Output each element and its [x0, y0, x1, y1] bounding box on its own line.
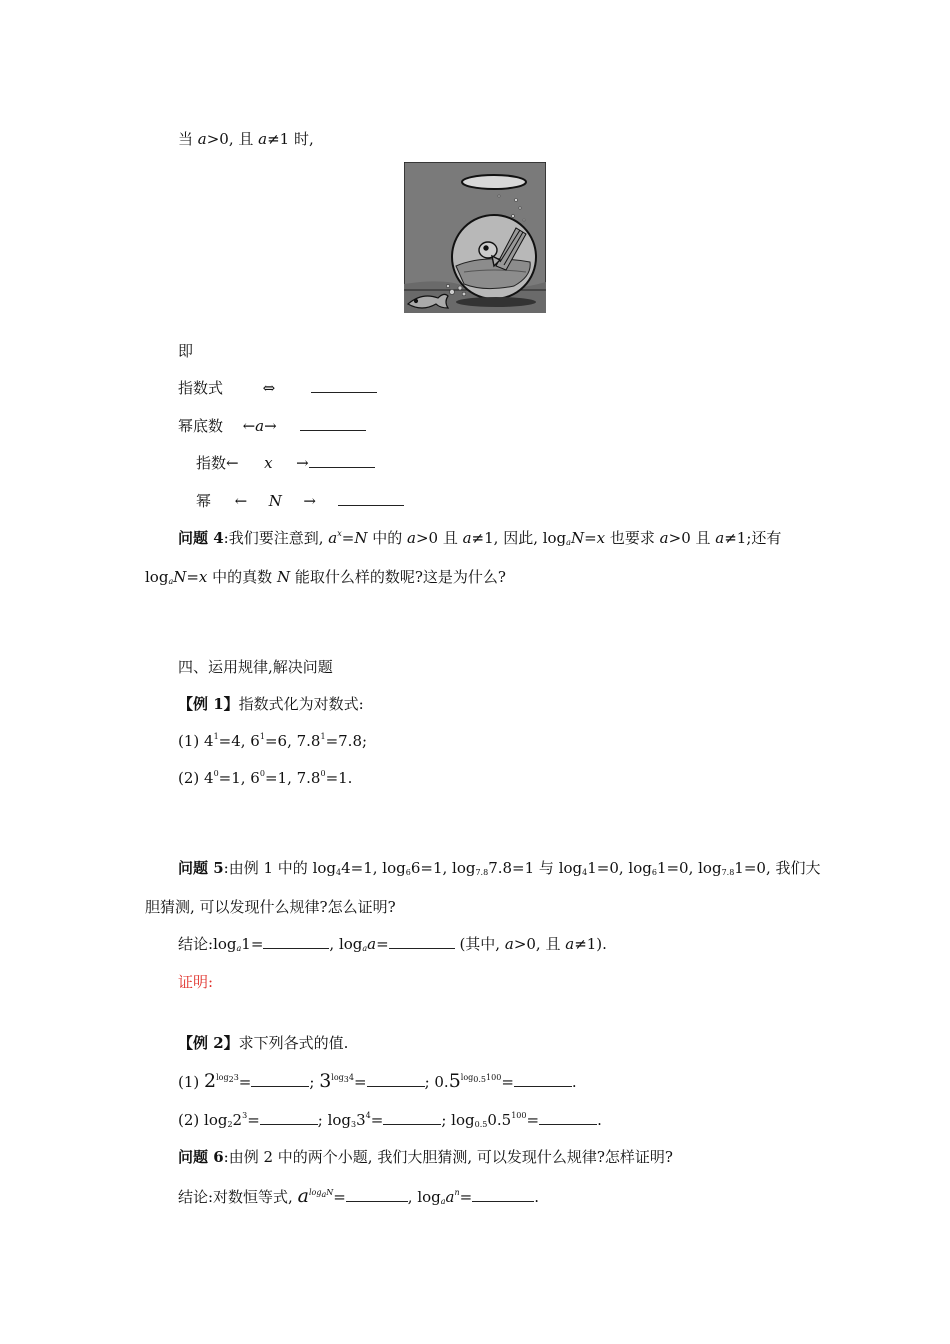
question-4-label: 问题 4 — [178, 529, 224, 547]
blank-ex2-1c[interactable] — [514, 1072, 572, 1087]
example-1-text: 指数式化为对数式: — [238, 695, 364, 713]
example-1-label: 【例 1】 — [178, 695, 239, 713]
blank-log-form[interactable] — [311, 378, 377, 393]
ji-label: 即 — [178, 342, 194, 360]
question-5-line2: 胆猜测, 可以发现什么规律?怎么证明? — [145, 898, 396, 916]
row-zhishushi — [178, 378, 377, 398]
right-arrow-icon: → — [303, 492, 316, 510]
blank-ex2-2a[interactable] — [260, 1110, 318, 1125]
conclusion-2-end: . — [534, 1188, 540, 1206]
example-2-line2: (2) $\log_22^3=$ ; $\log_33^4=$ ; $\log_{0.5}0.5^{100}=$ . — [178, 1111, 602, 1129]
blank-ex2-2c[interactable] — [539, 1110, 597, 1125]
example-2-text: 求下列各式的值. — [238, 1034, 349, 1052]
section-4-heading: 四、运用规律,解决问题 — [178, 658, 333, 676]
example-1-title — [178, 694, 364, 714]
row-zhishu — [196, 453, 375, 473]
row-mi — [196, 491, 404, 511]
label-midi: 幂底数 — [178, 417, 224, 435]
question-4-line1: 问题 4:我们要注意到, $a^x=N$ 中的 a>0 且 a≠1, 因此, $\log_aN=x$ 也要求 a>0 且 a≠1;还有 — [178, 529, 782, 547]
right-arrow-icon: → — [296, 454, 309, 472]
blank-base[interactable] — [300, 416, 366, 431]
question-4-line2: $\log_aN=x$ 中的真数 N 能取什么样的数呢?这是为什么? — [145, 568, 506, 586]
conclusion-2-prefix: 结论:对数恒等式, — [178, 1188, 293, 1206]
iff-arrow-icon: ⇔ — [262, 379, 276, 397]
condition-line: 当 a>0, 且 a≠1 时, — [178, 130, 314, 148]
question-6-text: :由例 2 中的两个小题, 我们大胆猜测, 可以发现什么规律?怎样证明? — [223, 1148, 673, 1166]
proof-label: 证明: — [178, 973, 214, 991]
label-zhishushi: 指数式 — [178, 379, 224, 397]
example-1-line2: (2) $4^0=1$, $6^0=1$, $7.8^0=1$. — [178, 769, 353, 787]
x-symbol: x — [264, 454, 273, 472]
N-symbol: N — [268, 492, 282, 510]
question-5-line1: 问题 5:由例 1 中的 $\log_44=1$, $\log_66=1$, $\log_{7.8}7.8=1$ 与 $\log_41=0$, $\log_61=0$, $\log_{7.8}1=0$, 我们大 — [178, 859, 821, 877]
blank-identity-2[interactable] — [472, 1187, 534, 1202]
label-mi: 幂 — [196, 492, 212, 510]
example-2-line1: (1) $2^{log_23}=$ ; $3^{log_34}=$ ; $0.5^{log_{0.5}100}=$ . — [178, 1070, 577, 1092]
a-arrow-label: ←a→ — [242, 417, 277, 435]
blank-log-a-a[interactable] — [389, 934, 455, 949]
question-6 — [178, 1147, 673, 1167]
conclusion-1-prefix: 结论: — [178, 935, 214, 953]
blank-ex2-2b[interactable] — [383, 1110, 441, 1125]
blank-log[interactable] — [309, 453, 375, 468]
example-1-line1: (1) $4^1=4$, $6^1=6$, $7.8^1=7.8$; — [178, 732, 368, 750]
conclusion-1: 结论$:\log_a1=$ , $\log_aa=$ (其中, a>0, 且 a≠1). — [178, 935, 607, 953]
conclusion-2: 结论:对数恒等式, $a^{log_aN}=$ , $\log_aa^n=$ . — [178, 1185, 540, 1207]
left-arrow-icon: ← — [234, 492, 248, 510]
fishbowl-cartoon-image — [404, 162, 546, 313]
row-midi — [178, 416, 366, 436]
blank-log-a-1[interactable] — [263, 934, 329, 949]
blank-ex2-1b[interactable] — [367, 1072, 425, 1087]
question-5-label: 问题 5 — [178, 859, 224, 877]
example-2-label: 【例 2】 — [178, 1034, 239, 1052]
blank-ex2-1a[interactable] — [251, 1072, 309, 1087]
label-zhishu: 指数← — [196, 454, 239, 472]
blank-antilog[interactable] — [338, 491, 404, 506]
example-2-title — [178, 1033, 348, 1053]
question-6-label: 问题 6 — [178, 1148, 224, 1166]
blank-identity-1[interactable] — [346, 1187, 408, 1202]
